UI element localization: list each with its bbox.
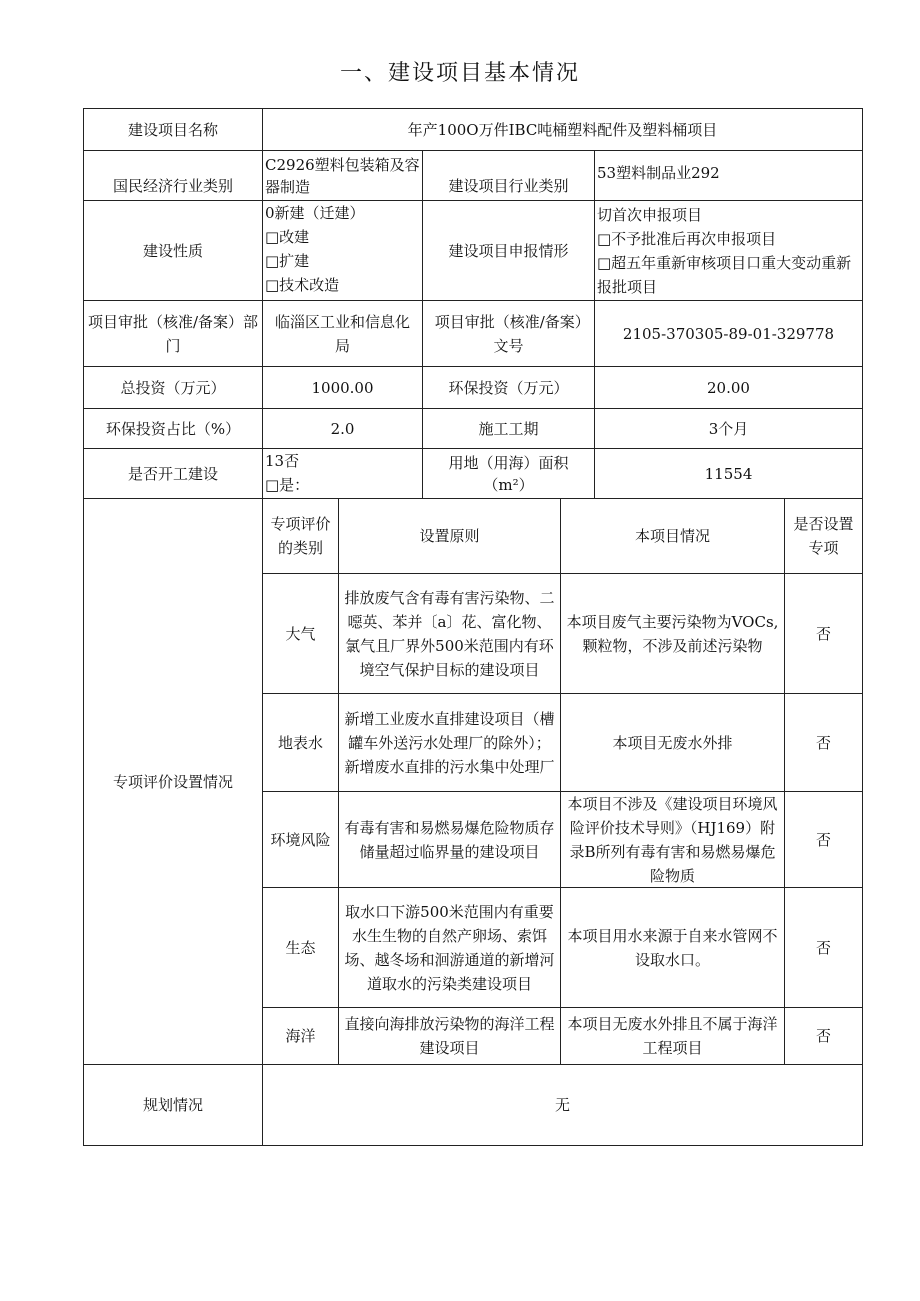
- nature-label: 建设性质: [83, 201, 263, 301]
- special-row-category: 生态: [263, 888, 339, 1008]
- nature-option-new: 0新建（迁建）: [265, 204, 365, 222]
- planning-value: 无: [263, 1065, 863, 1146]
- special-row-category: 地表水: [263, 694, 339, 792]
- special-row-situation: 本项目无废水外排且不属于海洋工程项目: [561, 1008, 785, 1065]
- special-row-situation: 本项目用水来源于自来水管网不设取水口。: [561, 888, 785, 1008]
- special-row-set: 否: [785, 694, 863, 792]
- special-row-set: 否: [785, 1008, 863, 1065]
- special-header-situation: 本项目情况: [561, 499, 785, 574]
- industry-value: C2926塑料包装箱及容器制造: [263, 151, 423, 201]
- special-row-principle: 排放废气含有毒有害污染物、二噁英、苯并〔a〕花、富化物、氯气且厂界外500米范围内有环境空气保护目标的建设项目: [339, 574, 561, 694]
- special-row-set: 否: [785, 888, 863, 1008]
- special-header-category: 专项评价的类别: [263, 499, 339, 574]
- started-option-yes: [265, 473, 420, 499]
- investment-value: 1000.00: [263, 367, 423, 409]
- started-label: 是否开工建设: [83, 449, 263, 499]
- area-label: 用地（用海）面积（m²）: [423, 449, 595, 499]
- approval-doc-label: 项目审批（核准/备案）文号: [423, 301, 595, 367]
- period-value: 3个月: [595, 409, 863, 449]
- declare-option-first: 切首次申报项目: [597, 206, 703, 224]
- category-value: 53塑料制品业292: [595, 151, 863, 201]
- industry-label: 国民经济行业类别: [83, 151, 263, 201]
- special-header-set: 是否设置专项: [785, 499, 863, 574]
- ratio-value: 2.0: [263, 409, 423, 449]
- period-label: 施工工期: [423, 409, 595, 449]
- special-row-principle: 直接向海排放污染物的海洋工程建设项目: [339, 1008, 561, 1065]
- declare-option-resubmit: □不予批准后再次申报项目: [597, 230, 777, 248]
- declare-label: 建设项目申报情形: [423, 201, 595, 301]
- env-investment-label: 环保投资（万元）: [423, 367, 595, 409]
- approval-dept-value: 临淄区工业和信息化局: [263, 301, 423, 367]
- category-label: 建设项目行业类别: [423, 151, 595, 201]
- special-row-situation: 本项目废气主要污染物为VOCs,颗粒物，不涉及前述污染物: [561, 574, 785, 694]
- special-row-situation: 本项目不涉及《建设项目环境风险评价技术导则》（HJ169）附录B所列有毒有害和易燃易爆危险物质: [561, 792, 785, 888]
- investment-label: 总投资（万元）: [83, 367, 263, 409]
- project-name-label: 建设项目名称: [83, 108, 263, 151]
- special-row-set: 否: [785, 792, 863, 888]
- nature-option-tech: □技术改造: [265, 276, 340, 294]
- project-name-value: 年产100O万件IBC吨桶塑料配件及塑料桶项目: [263, 108, 863, 151]
- special-row-set: 否: [785, 574, 863, 694]
- nature-options: [263, 201, 423, 301]
- special-row-category: 海洋: [263, 1008, 339, 1065]
- started-option-no: 13否: [265, 452, 300, 470]
- page-title: 一、建设项目基本情况: [339, 61, 580, 86]
- started-option-yes-label: □是：: [265, 476, 310, 494]
- special-eval-label: 专项评价设置情况: [83, 499, 263, 1065]
- approval-dept-label: 项目审批（核准/备案）部门: [83, 301, 263, 367]
- declare-option-review: □超五年重新审核项目口重大变动重新报批项目: [597, 254, 852, 296]
- special-row-principle: 新增工业废水直排建设项目（槽罐车外送污水处理厂的除外）；新增废水直排的污水集中处理厂: [339, 694, 561, 792]
- special-row-situation: 本项目无废水外排: [561, 694, 785, 792]
- special-row-principle: 取水口下游500米范围内有重要水生生物的自然产卵场、索饵场、越冬场和洄游通道的新增河道取水的污染类建设项目: [339, 888, 561, 1008]
- special-header-principle: 设置原则: [339, 499, 561, 574]
- env-investment-value: 20.00: [595, 367, 863, 409]
- started-options: [263, 449, 423, 499]
- basic-info-table: [83, 108, 863, 1146]
- nature-option-rebuild: □改建: [265, 228, 310, 246]
- area-value: 11554: [595, 449, 863, 499]
- ratio-label: 环保投资占比（%）: [83, 409, 263, 449]
- special-row-principle: 有毒有害和易燃易爆危险物质存储量超过临界量的建设项目: [339, 792, 561, 888]
- declare-options: [595, 201, 863, 301]
- approval-doc-value: 2105-370305-89-01-329778: [595, 301, 863, 367]
- nature-option-expand: □扩建: [265, 252, 310, 270]
- special-row-category: 环境风险: [263, 792, 339, 888]
- special-row-category: 大气: [263, 574, 339, 694]
- planning-label: 规划情况: [83, 1065, 263, 1146]
